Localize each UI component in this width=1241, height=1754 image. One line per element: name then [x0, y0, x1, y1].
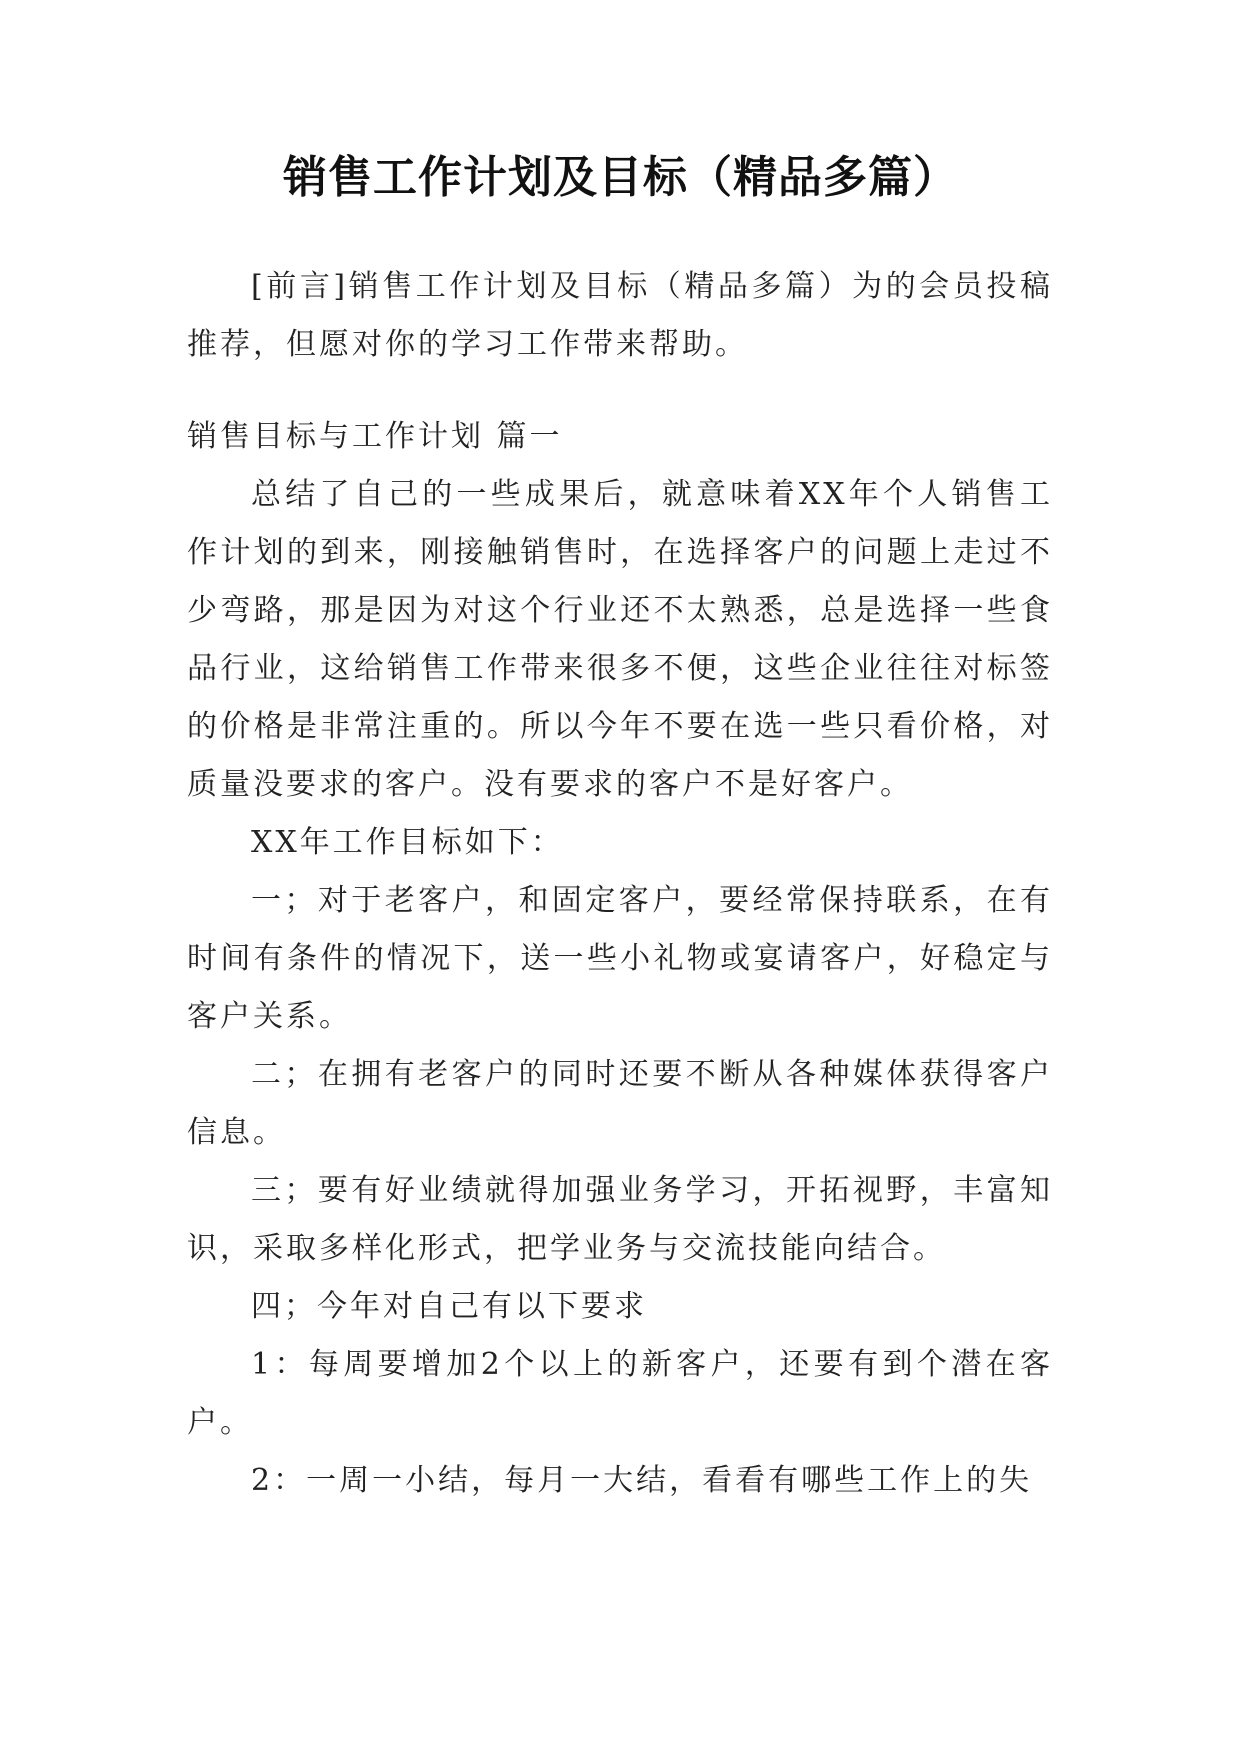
body-paragraph: 总结了自己的一些成果后，就意味着XX年个人销售工作计划的到来，刚接触销售时，在选择客户的问题上走过不少弯路，那是因为对这个行业还不太熟悉，总是选择一些食品行业，这给销售工作带来很多不便，这些企业往往对标签的价格是非常注重的。所以今年不要在选一些只看价格，对质量没要求的客户。没有要求的客户不是好客户。	[187, 477, 1053, 802]
section-block	[187, 408, 1053, 1510]
section-heading: 销售目标与工作计划 篇一	[187, 419, 563, 454]
document-title: 销售工作计划及目标（精品多篇）	[283, 152, 958, 203]
preface-block	[187, 258, 1053, 374]
body-paragraph: XX年工作目标如下：	[251, 825, 564, 860]
body-paragraph: 四；今年对自己有以下要求	[251, 1289, 647, 1324]
preface-paragraph: [前言]销售工作计划及目标（精品多篇）为的会员投稿推荐，但愿对你的学习工作带来帮助。	[187, 269, 1053, 362]
body-paragraph: 1：每周要增加2个以上的新客户，还要有到个潜在客户。	[187, 1347, 1053, 1440]
body-paragraph: 三；要有好业绩就得加强业务学习，开拓视野，丰富知识，采取多样化形式，把学业务与交流技能向结合。	[187, 1173, 1053, 1266]
body-paragraph: 一；对于老客户，和固定客户，要经常保持联系，在有时间有条件的情况下，送一些小礼物或宴请客户，好稳定与客户关系。	[187, 883, 1053, 1034]
body-paragraph: 2：一周一小结，每月一大结，看看有哪些工作上的失	[251, 1463, 1033, 1498]
body-paragraph: 二；在拥有老客户的同时还要不断从各种媒体获得客户信息。	[187, 1057, 1053, 1150]
